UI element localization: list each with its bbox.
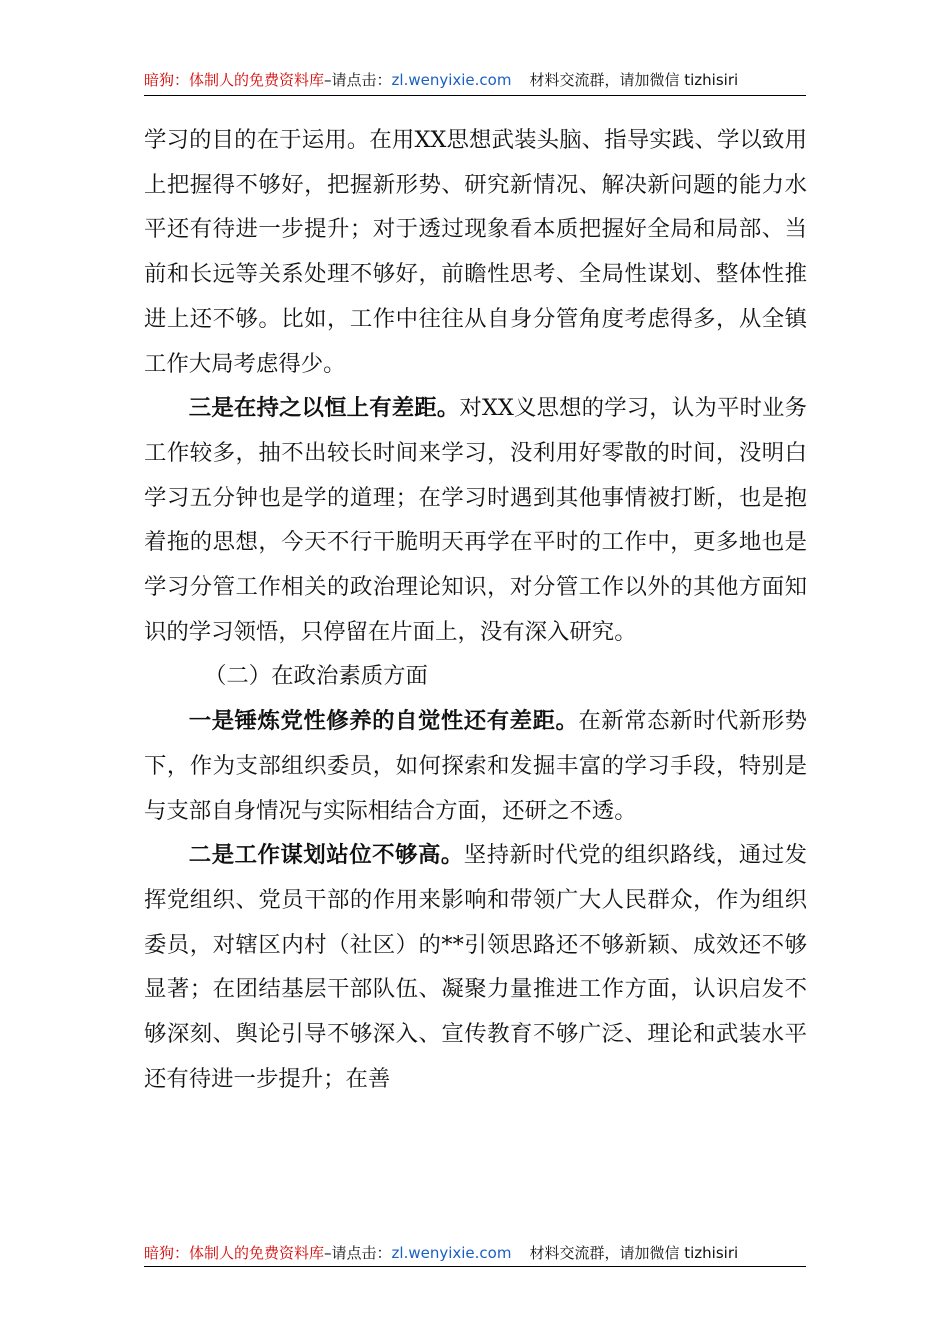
paragraph-3 xyxy=(144,699,807,833)
paragraph-2-lead: 三是在持之以恒上有差距。 xyxy=(188,395,460,422)
paragraph-4-text: 坚持新时代党的组织路线，通过发挥党组织、党员干部的作用来影响和带领广大人民群众，作为组织委员，对辖区内村（社区）的**引领思路还不够新颖、成效还不够显著；在团结基层干部队伍、凝聚力量推进工作方面，认识启发不够深刻、舆论引导不够深入、宣传教育不够广泛、理论和武装水平还有待进一步提升；在善 xyxy=(144,842,808,1092)
paragraph-2 xyxy=(144,386,807,654)
footer-note: 材料交流群，请加微信 tizhisiri xyxy=(529,1244,739,1262)
paragraph-1: 学习的目的在于运用。在用XX思想武装头脑、指导实践、学以致用上把握得不够好，把握新形势、研究新情况、解决新问题的能力水平还有待进一步提升；对于透过现象看本质把握好全局和局部、当前和长远等关系处理不够好，前瞻性思考、全局性谋划、整体性推进上还不够。比如，工作中往往从自身分管角度考虑得多，从全镇工作大局考虑得少。 xyxy=(144,127,807,377)
paragraph-4 xyxy=(144,833,807,1101)
header-prompt: –请点击： xyxy=(324,71,392,89)
footer-rule xyxy=(144,1266,806,1267)
document-body xyxy=(144,118,807,1101)
page-header xyxy=(144,69,806,97)
header-rule xyxy=(144,95,806,96)
footer-brand: 暗狗：体制人的免费资料库 xyxy=(144,1244,325,1262)
paragraph-3-text: 在新常态新时代新形势下，作为支部组织委员，如何探索和发掘丰富的学习手段，特别是与支部自身情况与实际相结合方面，还研之不透。 xyxy=(144,708,808,824)
footer-prompt: –请点击： xyxy=(324,1244,392,1262)
header-note: 材料交流群，请加微信 tizhisiri xyxy=(529,71,739,89)
paragraph-4-lead: 二是工作谋划站位不够高。 xyxy=(188,842,464,869)
page-footer xyxy=(144,1242,806,1270)
header-link[interactable]: zl.wenyixie.com xyxy=(391,71,512,89)
footer-link[interactable]: zl.wenyixie.com xyxy=(391,1244,512,1262)
paragraph-3-lead: 一是锤炼党性修养的自觉性还有差距。 xyxy=(188,708,579,735)
section-subheading: （二）在政治素质方面 xyxy=(204,663,428,690)
paragraph-2-text: 对XX义思想的学习，认为平时业务工作较多，抽不出较长时间来学习，没利用好零散的时间，没明白学习五分钟也是学的道理；在学习时遇到其他事情被打断，也是抱着拖的思想，今天不行干脆明天再学在平时的工作中，更多地也是学习分管工作相关的政治理论知识，对分管工作以外的其他方面知识的学习领悟，只停留在片面上，没有深入研究。 xyxy=(144,395,807,645)
header-brand: 暗狗：体制人的免费资料库 xyxy=(144,71,325,89)
